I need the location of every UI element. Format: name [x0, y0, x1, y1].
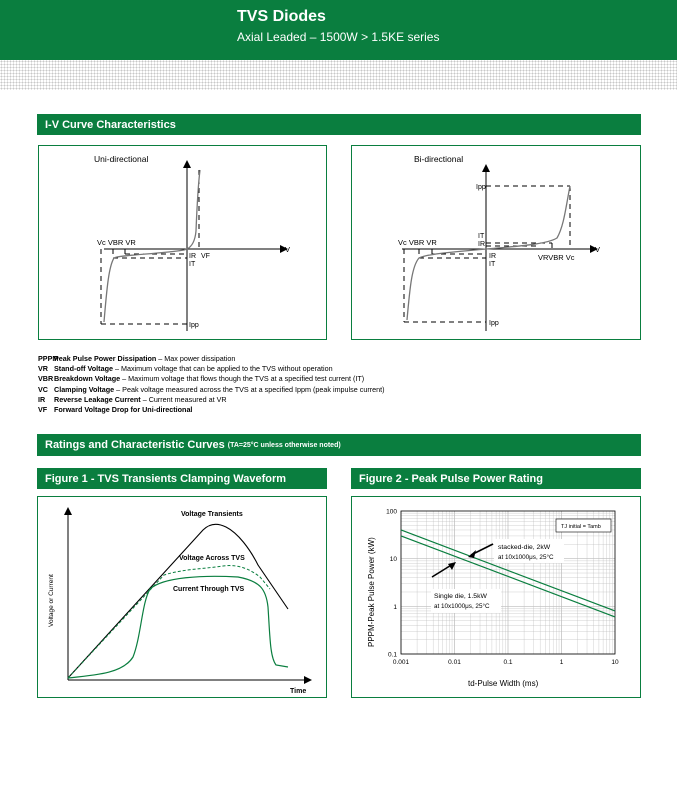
ratings-section-note: (TA=25°C unless otherwise noted) [227, 441, 341, 449]
bi-ipp-top-label: Ipp [476, 184, 486, 191]
uni-v-label: V [285, 245, 291, 254]
fig1-ylabel: Voltage or Current [48, 574, 55, 627]
definition-term: Peak Pulse Power Dissipation [54, 354, 157, 363]
definition-term: Clamping Voltage [54, 384, 115, 394]
fig1-xlabel: Time [290, 688, 307, 695]
ratings-section-bar [37, 434, 641, 456]
bi-ir-bottom-label: IR [489, 253, 496, 260]
x-tick-label: 0.01 [448, 659, 461, 666]
bi-iv-diagram [352, 146, 640, 339]
definition-row [38, 354, 385, 364]
bi-directional-panel [351, 145, 641, 340]
figure1-title: Figure 1 - TVS Transients Clamping Waveform [45, 472, 287, 485]
current-through-label: Current Through TVS [173, 586, 245, 593]
uni-vf-label: VF [201, 253, 210, 260]
bi-vr-vbr-vc-label: VRVBR Vc [538, 253, 575, 262]
annotation-single-line1: Single die, 1.5kW [434, 593, 487, 600]
annotation-single-line2: at 10x1000μs, 25°C [434, 603, 490, 610]
uni-ir-label: IR [189, 253, 196, 260]
definition-desc: – Maximum voltage that can be applied to the TVS without operation [112, 364, 333, 374]
definition-desc: – Maximum voltage that flows though the TVS at a specified test current (IT) [120, 374, 365, 384]
uni-directional-panel [38, 145, 327, 340]
voltage-transients-curve [68, 524, 288, 678]
bi-v-label: V [595, 245, 601, 254]
definition-row [38, 374, 385, 384]
figure1-panel [37, 496, 327, 698]
legend-text: TJ initial = Tamb [561, 524, 601, 530]
definition-term: Stand-off Voltage [54, 364, 113, 374]
definition-row [38, 385, 385, 395]
definition-row [38, 364, 385, 374]
definition-symbol: IR [38, 394, 46, 404]
uni-vc-vbr-vr-label: Vc VBR VR [97, 238, 136, 247]
voltage-transients-label: Voltage Transients [181, 511, 243, 518]
fig2-xlabel: td-Pulse Width (ms) [468, 679, 539, 688]
definition-symbol: VR [38, 364, 48, 374]
page-title: TVS Diodes [237, 8, 326, 25]
figure2-panel [351, 496, 641, 698]
bi-it-top-label: IT [478, 233, 485, 240]
y-tick-label: 10 [389, 556, 397, 564]
iv-section-title: I-V Curve Characteristics [45, 118, 176, 131]
dotted-band [0, 60, 677, 90]
page-header [0, 0, 677, 60]
iv-section-bar [37, 114, 641, 135]
bi-ir-top-label: IR [478, 241, 485, 248]
bi-ipp-bottom-label: Ipp [489, 320, 499, 327]
bi-label: Bi-directional [414, 154, 464, 164]
fig2-ylabel: PPPM-Peak Pulse Power (kW) [367, 537, 376, 647]
uni-label: Uni-directional [94, 154, 149, 164]
definition-desc: – Peak voltage measured across the TVS at a specified Ippm (peak impulse current) [114, 384, 385, 394]
figure2-title-bar [351, 468, 641, 489]
ratings-section-title: Ratings and Characteristic Curves [45, 439, 225, 451]
definition-desc: – Current measured at VR [140, 394, 227, 404]
uni-it-label: IT [189, 261, 196, 268]
uni-iv-diagram [39, 146, 326, 339]
x-tick-label: 10 [611, 659, 619, 666]
definition-term: Breakdown Voltage [54, 374, 121, 384]
definition-row [38, 405, 385, 415]
page-subtitle: Axial Leaded – 1500W > 1.5KE series [237, 30, 440, 44]
definitions-list [38, 354, 385, 415]
uni-ipp-label: Ipp [189, 322, 199, 329]
figure1-waveform [38, 497, 326, 697]
definition-row [38, 395, 385, 405]
figure2-chart [352, 497, 640, 697]
x-tick-label: 1 [559, 659, 564, 666]
x-tick-label: 0.1 [503, 659, 513, 666]
voltage-across-curve [68, 566, 270, 678]
definition-symbol: PPPM [38, 354, 59, 363]
y-tick-label: 100 [386, 508, 397, 516]
y-tick-label: 0.1 [387, 651, 397, 659]
annotation-arrowhead [468, 550, 476, 558]
bi-vc-vbr-vr-label: Vc VBR VR [398, 238, 437, 247]
definition-term: Forward Voltage Drop for Uni-directional [54, 405, 193, 415]
definition-desc: – Max power dissipation [156, 354, 236, 363]
definition-symbol: VBR [38, 374, 54, 384]
definition-symbol: VC [38, 384, 48, 394]
y-tick-label: 1 [393, 603, 397, 611]
definition-symbol: VF [38, 405, 48, 415]
x-tick-label: 0.001 [392, 659, 410, 666]
bi-it-bottom-label: IT [489, 261, 496, 268]
figure2-title: Figure 2 - Peak Pulse Power Rating [359, 472, 543, 485]
annotation-stacked-line1: stacked-die, 2kW [498, 544, 551, 551]
annotation-stacked-line2: at 10x1000μs, 25°C [498, 554, 554, 561]
voltage-across-label: Voltage Across TVS [179, 555, 245, 562]
figure1-title-bar [37, 468, 327, 489]
definition-term: Reverse Leakage Current [54, 394, 141, 404]
